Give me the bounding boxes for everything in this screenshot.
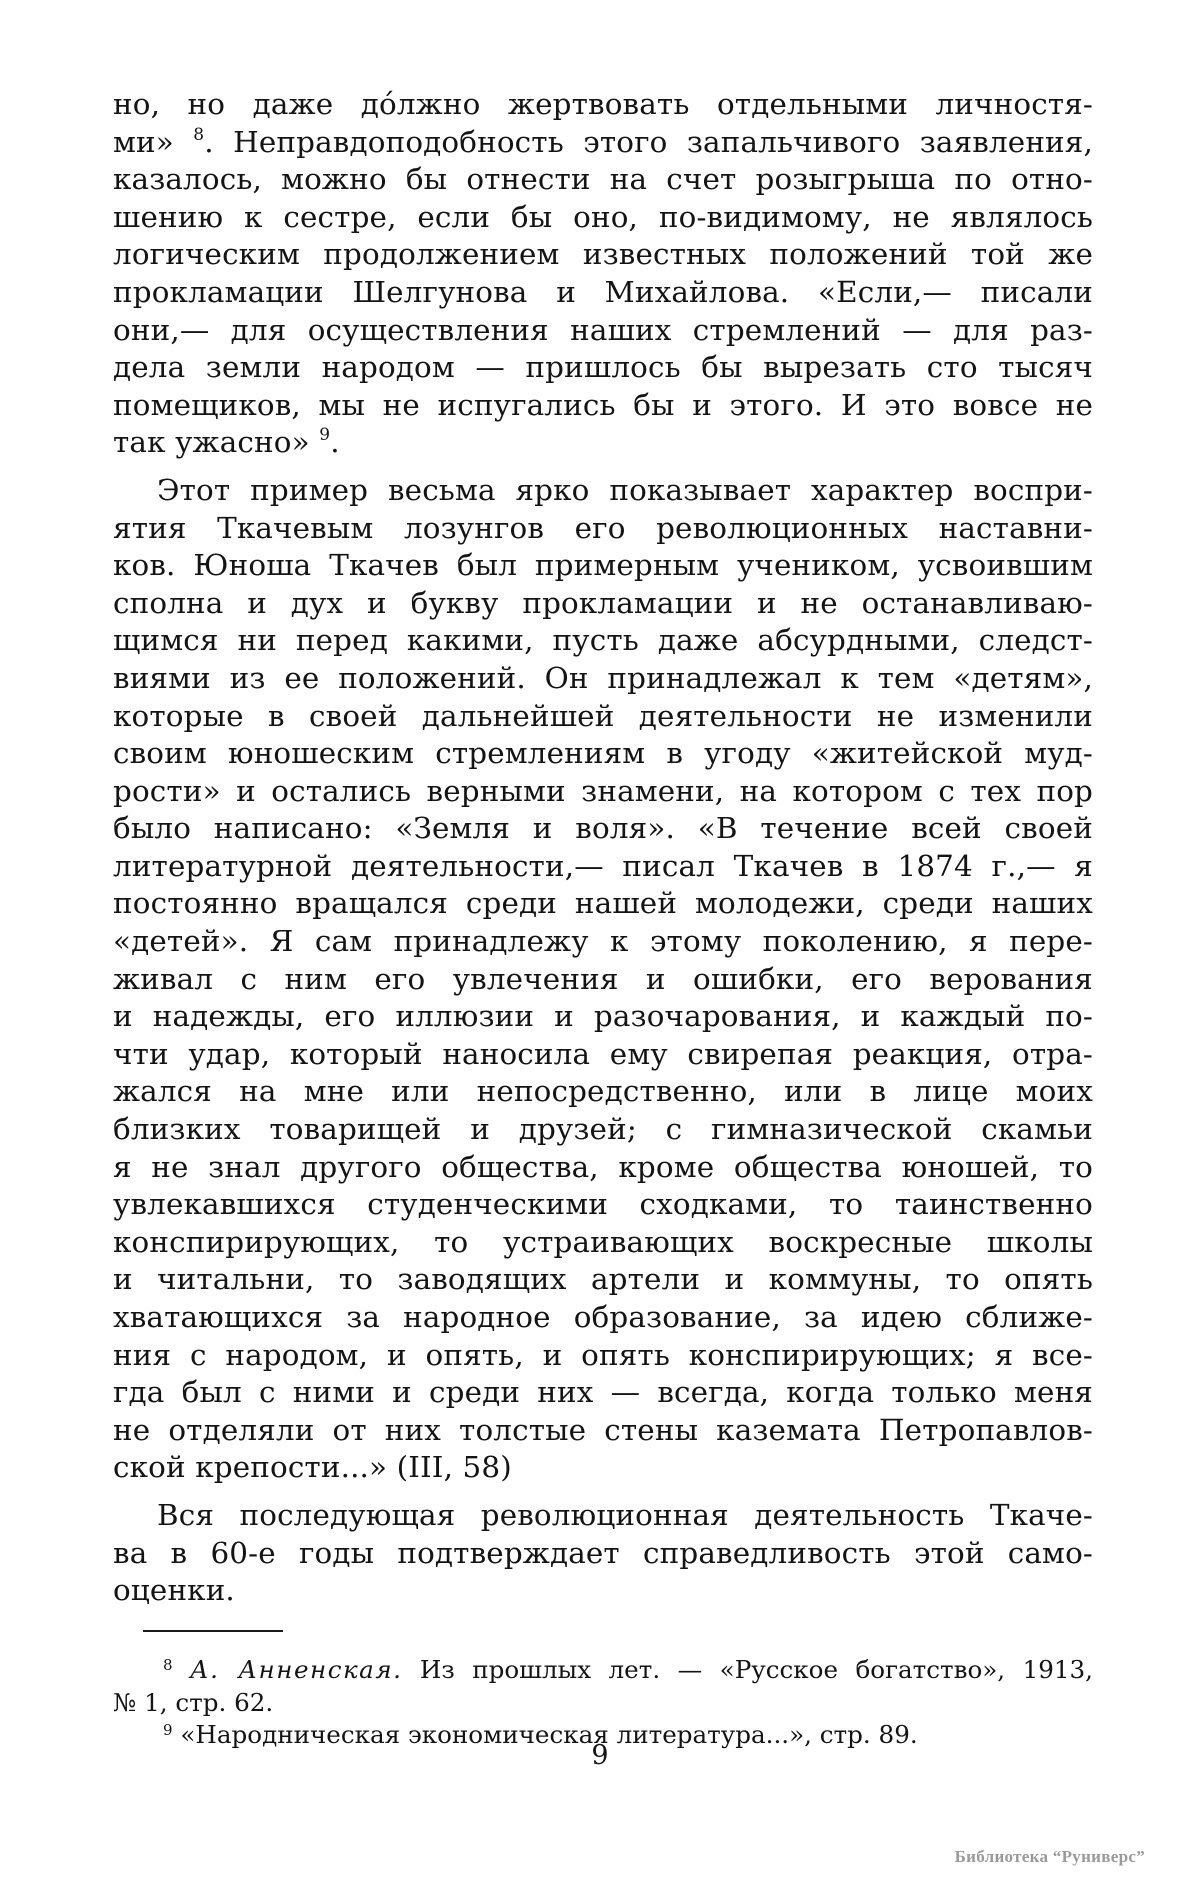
footnote-ref-9: 9 xyxy=(319,425,331,446)
text-line: конспирирующих, то устраивающих воскресные школы xyxy=(113,1224,1093,1259)
text-line-rest: . xyxy=(330,425,340,460)
text-line-start: так ужасно» xyxy=(113,425,310,460)
text-line-rest: . Неправдоподобность этого запальчивого заявления, xyxy=(204,124,1093,159)
footnote-number: 9 xyxy=(163,1720,173,1739)
page-number: 9 xyxy=(591,1740,609,1771)
text-line: постоянно вращался среди нашей молодежи, среди наших xyxy=(113,886,1093,921)
text-line: рости» и остались верными знамени, на котором с тех пор xyxy=(113,773,1093,808)
text-line: оценки. xyxy=(113,1573,235,1608)
text-line: они,— для осуществления наших стремлений — для раз- xyxy=(113,312,1093,347)
text-line: ятия Ткачевым лозунгов его революционных наставни- xyxy=(113,510,1093,545)
main-text xyxy=(113,86,1093,1610)
text-line: шению к сестре, если бы оно, по-видимому, не являлось xyxy=(113,199,1093,234)
library-watermark: Библиотека “Руниверс” xyxy=(954,1847,1145,1866)
footnote-author: А. Анненская. xyxy=(190,1655,403,1684)
footnote-text: «Народническая экономическая литература...», стр. 89. xyxy=(180,1720,918,1749)
footnote-divider xyxy=(143,1630,283,1632)
text-line: ской крепости...» (III, 58) xyxy=(113,1450,512,1485)
text-line: и надежды, его иллюзии и разочарования, и каждый по- xyxy=(113,999,1093,1034)
text-line: логическим продолжением известных положений той же xyxy=(113,237,1093,272)
text-line: «детей». Я сам принадлежу к этому поколению, я пере- xyxy=(113,924,1093,959)
text-line: дела земли народом — пришлось бы вырезать сто тысяч xyxy=(113,350,1093,385)
footnote-8 xyxy=(113,1654,1093,1687)
text-line: виями из ее положений. Он принадлежал к тем «детям», xyxy=(113,660,1093,695)
text-line: и читальни, то заводящих артели и коммуны, то опять xyxy=(113,1262,1093,1297)
text-line xyxy=(113,124,1093,162)
text-line: хватающихся за народное образование, за идею сближе- xyxy=(113,1300,1093,1334)
text-line: помещиков, мы не испугались бы и этого. И это вовсе не xyxy=(113,387,1093,422)
text-line: близких товарищей и друзей; с гимназической скамьи xyxy=(113,1112,1093,1147)
text-line: сполна и дух и букву прокламации и не останавливаю- xyxy=(113,585,1093,620)
text-line: литературной деятельности,— писал Ткачев в 1874 г.,— я xyxy=(113,848,1093,883)
footnote-8-continued: № 1, стр. 62. xyxy=(113,1687,274,1717)
footnote-ref-8: 8 xyxy=(193,124,205,145)
text-line: казалось, можно бы отнести на счет розыгрыша по отно- xyxy=(113,162,1093,197)
text-line: которые в своей дальнейшей деятельности не изменили xyxy=(113,698,1093,733)
paragraph-gap xyxy=(113,462,1093,472)
paragraph-gap xyxy=(113,1487,1093,1497)
text-line: увлекавшихся студенческими сходками, то таинственно xyxy=(113,1187,1093,1222)
text-line: ния с народом, и опять, и опять конспирирующих; я все- xyxy=(113,1337,1093,1372)
text-line: своим юношеским стремлениям в угоду «житейской муд- xyxy=(113,736,1093,771)
text-line: не отделяли от них толстые стены каземата Петропавлов- xyxy=(113,1412,1093,1447)
text-line: жался на мне или непосредственно, или в лице моих xyxy=(113,1074,1093,1109)
footnotes xyxy=(113,1654,1093,1752)
text-line: ков. Юноша Ткачев был примерным учеником, усвоившим xyxy=(113,548,1093,583)
text-line: Вся последующая революционная деятельность Ткаче- xyxy=(157,1497,1093,1532)
text-line: прокламации Шелгунова и Михайлова. «Если,— писали xyxy=(113,274,1093,309)
text-line xyxy=(113,424,1093,462)
text-line: чти удар, который наносила ему свирепая реакция, отра- xyxy=(113,1036,1093,1071)
text-line-start: ми» xyxy=(113,124,174,159)
text-line: щимся ни перед какими, пусть даже абсурдными, следст- xyxy=(113,623,1093,658)
text-line: гда был с ними и среди них — всегда, когда только меня xyxy=(113,1375,1093,1410)
text-line: Этот пример весьма ярко показывает характер воспри- xyxy=(157,472,1093,507)
footnote-number: 8 xyxy=(163,1655,173,1674)
text-line: живал с ним его увлечения и ошибки, его верования xyxy=(113,961,1093,996)
text-line: ва в 60-е годы подтверждает справедливость этой само- xyxy=(113,1535,1093,1570)
text-line: было написано: «Земля и воля». «В течение всей своей xyxy=(113,811,1093,846)
footnote-text: Из прошлых лет. — «Русское богатство», 1913, xyxy=(419,1655,1093,1684)
text-line: я не знал другого общества, кроме общества юношей, то xyxy=(113,1149,1093,1184)
text-line: но, но даже до́лжно жертвовать отдельными личностя- xyxy=(113,87,1093,121)
